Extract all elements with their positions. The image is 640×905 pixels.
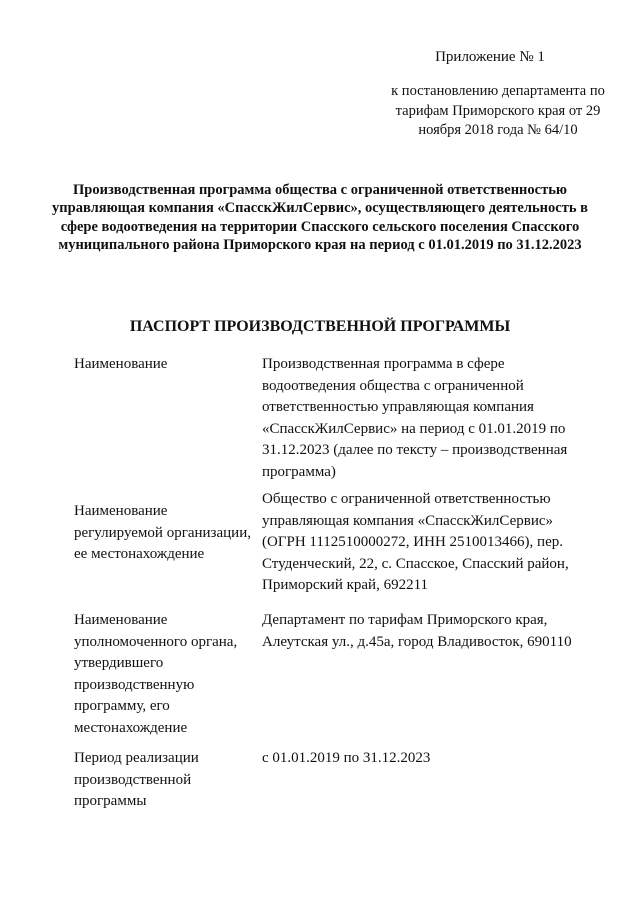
passport-row-label: Наименование уполномоченного органа, утвердившего производственную программу, его местонахождение	[74, 612, 238, 736]
passport-heading: ПАСПОРТ ПРОИЗВОДСТВЕННОЙ ПРОГРАММЫ	[129, 318, 511, 335]
passport-row-label: Наименование регулируемой организации, ее местонахождение	[74, 503, 251, 562]
annex-basis: к постановлению департамента по тарифам Приморского края от 29 ноября 2018 года № 64/10	[391, 83, 605, 138]
passport-row-label: Период реализации производственной программы	[74, 750, 199, 809]
passport-row-label: Наименование	[74, 356, 168, 372]
passport-row-value: Производственная программа в сфере водоотведения общества с ограниченной ответственностью управляющая компания «СпасскЖилСервис» на период с 01.01.2019 по 31.12.2023 (далее по тексту – производственная программа)	[262, 356, 568, 480]
passport-row-value: Департамент по тарифам Приморского края, Алеутская ул., д.45а, город Владивосток, 690110	[262, 612, 572, 650]
passport-row-value: с 01.01.2019 по 31.12.2023	[262, 750, 431, 766]
annex-title: Приложение № 1	[435, 49, 545, 65]
passport-row-value: Общество с ограниченной ответственностью управляющая компания «СпасскЖилСервис» (ОГРН 1112510000272, ИНН 2510013466), пер. Студенческий, 22, с. Спасское, Спасский район, Приморский край, 692211	[262, 491, 569, 593]
program-title: Производственная программа общества с ограниченной ответственностью управляющая компания «СпасскЖилСервис», осуществляющего деятельность в сфере водоотведения на территории Спасского сельского поселения Спасского муниципального района Приморского края на период с 01.01.2019 по 31.12.2023	[52, 182, 588, 253]
